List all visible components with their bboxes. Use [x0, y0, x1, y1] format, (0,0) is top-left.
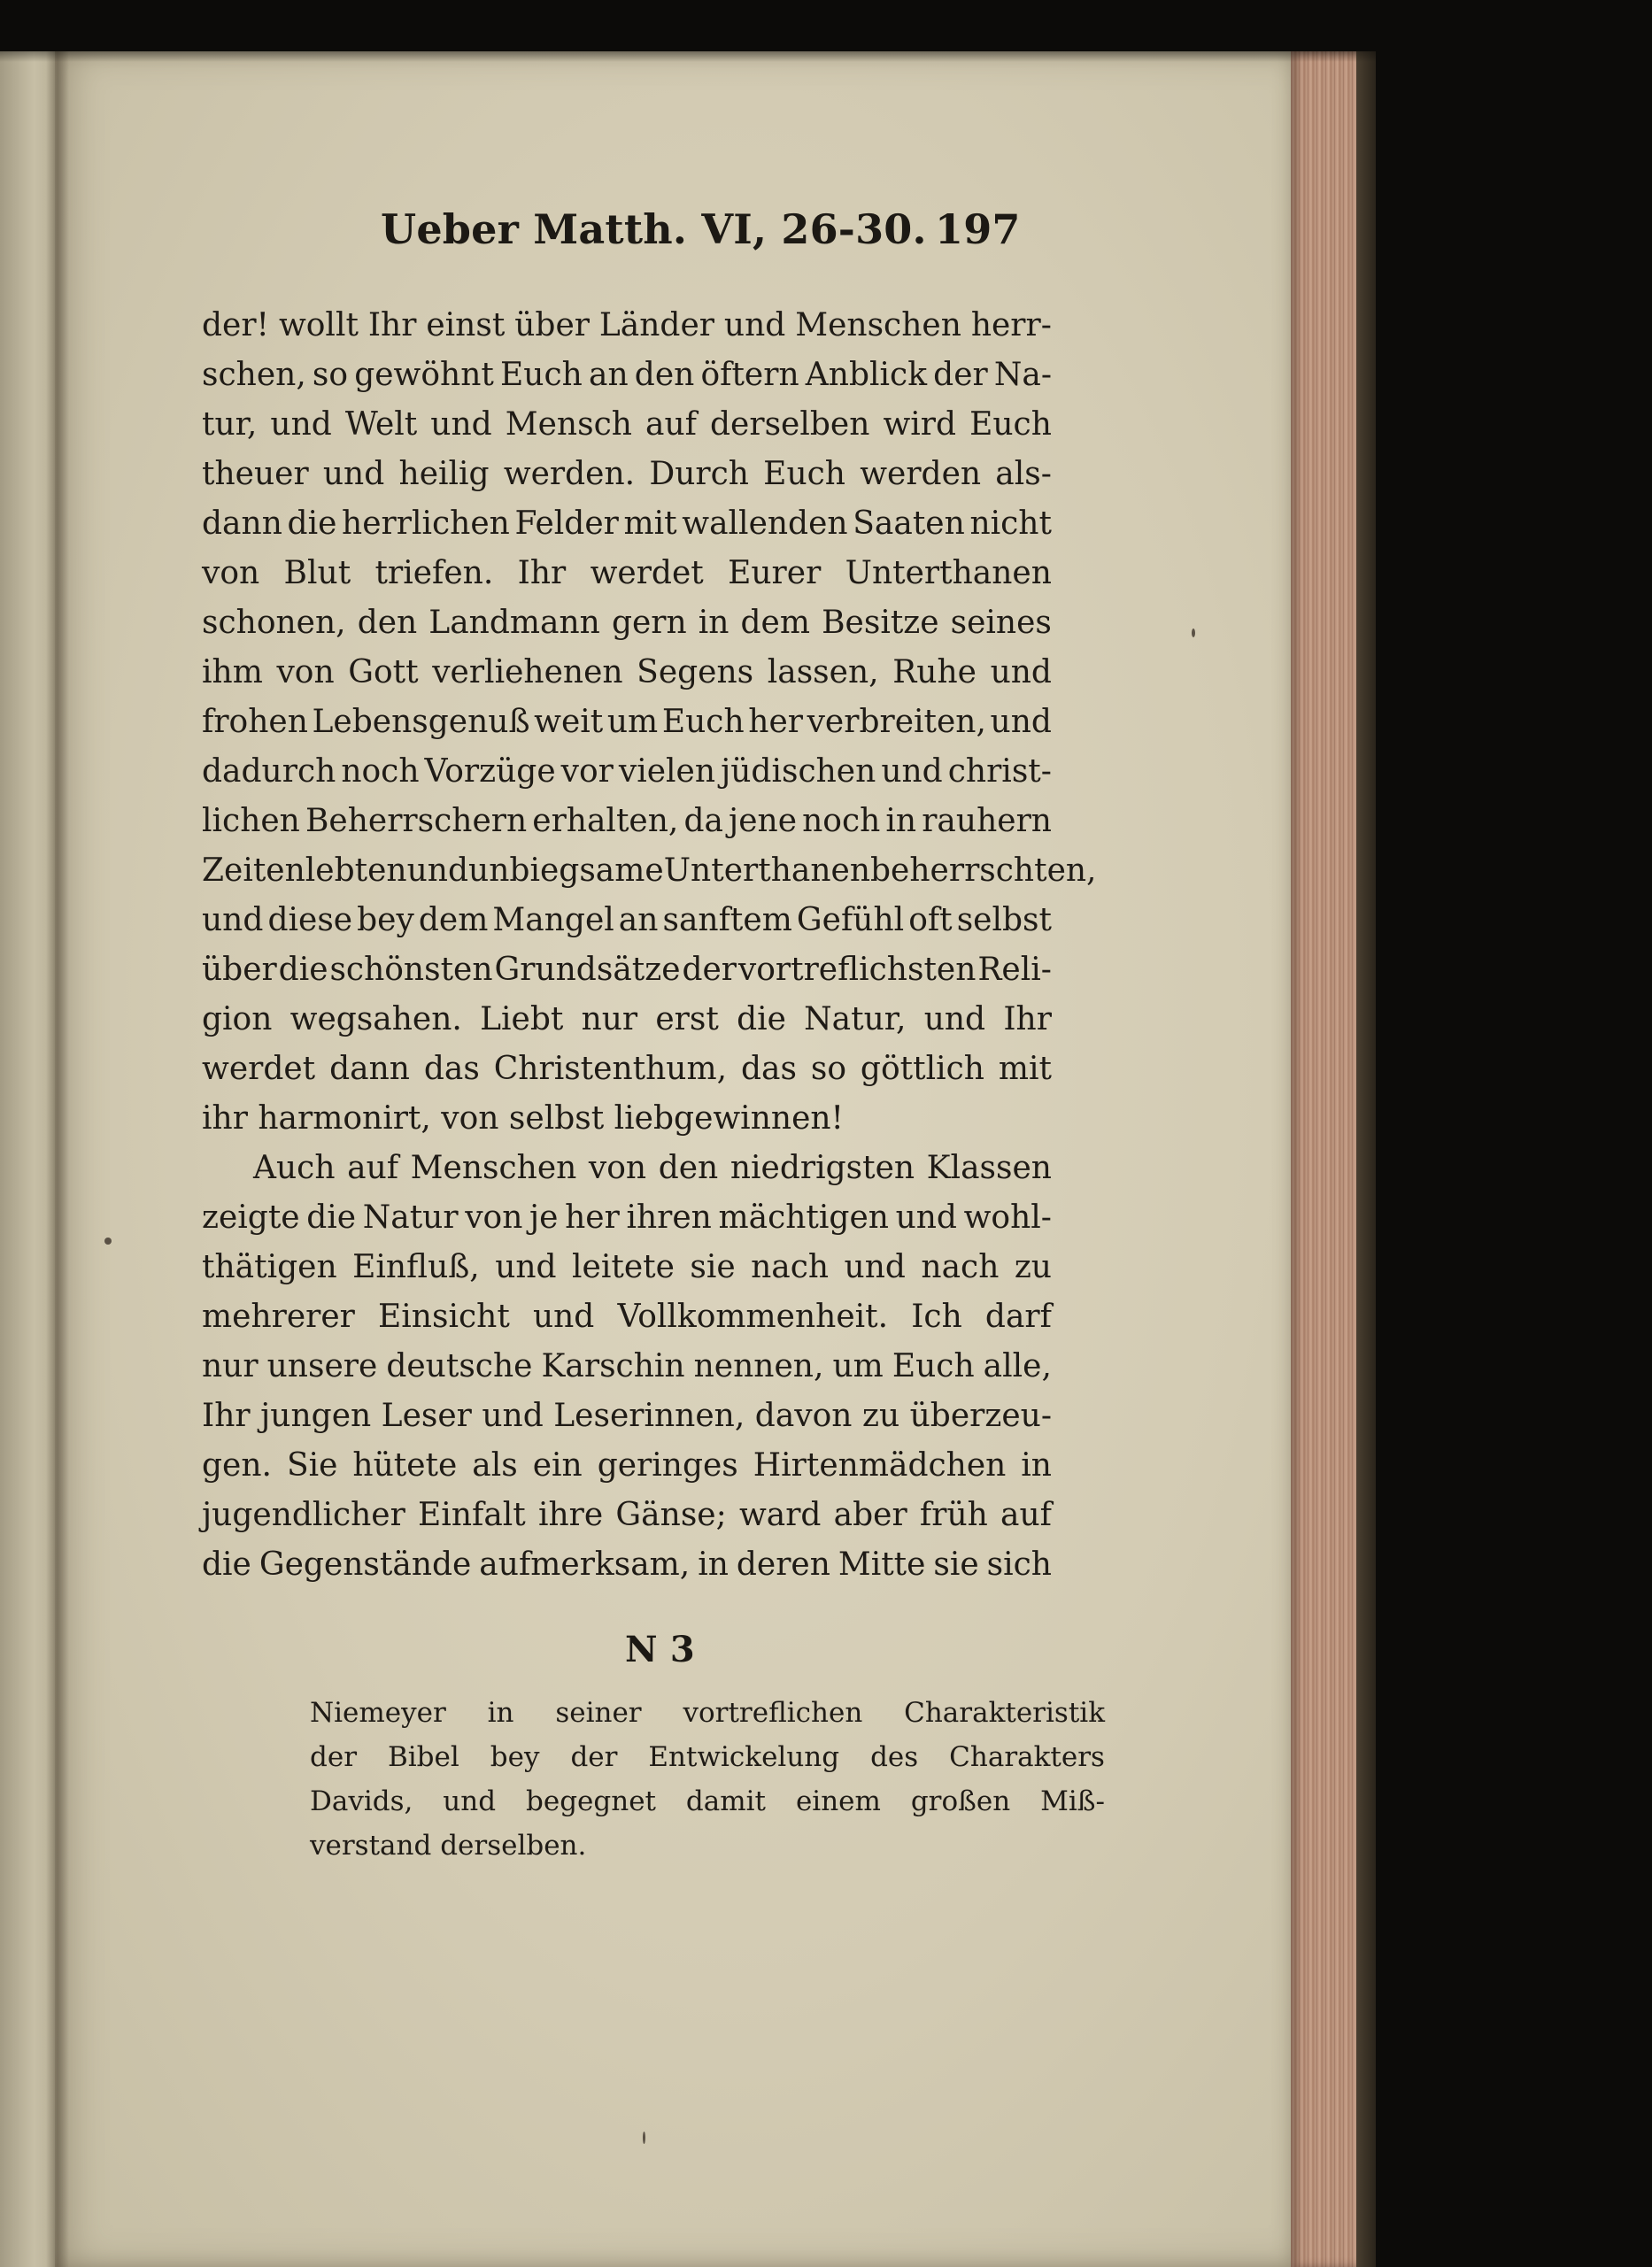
body-text [202, 301, 1097, 1590]
footnote [310, 1691, 1105, 1868]
text-line: tur, und Welt und Mensch auf derselben wird Euch [202, 406, 1052, 443]
text-line: thätigen Einfluß, und leitete sie nach und nach zu [202, 1249, 1052, 1285]
footnote-line: der Bibel bey der Entwickelung des Charakters [310, 1741, 1105, 1773]
gutter-shadow [46, 51, 69, 2267]
text-line: und diese bey dem Mangel an sanftem Gefühl oft selbst [202, 902, 1052, 938]
text-line: jugendlicher Einfalt ihre Gänse; ward aber früh auf [202, 1497, 1052, 1533]
text-line: gen. Sie hütete als ein geringes Hirtenmädchen in [202, 1447, 1052, 1484]
text-line: werdet dann das Christenthum, das so göttlich mit [202, 1051, 1052, 1087]
text-line: die Gegenstände aufmerksam, in deren Mitte sie sich [202, 1546, 1052, 1583]
footnote-line: verstand derselben. [310, 1830, 587, 1862]
footnote-line: Davids, und begegnet damit einem großen Miß- [310, 1785, 1105, 1817]
text-line: der! wollt Ihr einst über Länder und Menschen herr- [202, 307, 1052, 343]
text-line: gion wegsahen. Liebt nur erst die Natur, und Ihr [202, 1001, 1052, 1037]
text-line: Zeiten lebten und unbiegsame Unterthanen beherrschten, [202, 852, 1097, 889]
text-line: lichen Beherrschern erhalten, da jene noch in rauhern [202, 803, 1052, 839]
cover-edge [1356, 51, 1376, 2267]
paper-speck [643, 2132, 645, 2144]
running-head: Ueber Matth. VI, 26-30. [381, 205, 927, 253]
text-line: nur unsere deutsche Karschin nennen, um Euch alle, [202, 1348, 1052, 1384]
paper-speck [1192, 628, 1195, 637]
text-line: von Blut triefen. Ihr werdet Eurer Unterthanen [202, 555, 1052, 591]
text-line: ihm von Gott verliehenen Segens lassen, Ruhe und [202, 654, 1052, 690]
page-number: 197 [935, 205, 1021, 253]
footnote-line: Niemeyer in seiner vortreflichen Charakteristik [310, 1697, 1105, 1729]
text-line: theuer und heilig werden. Durch Euch werden als- [202, 456, 1052, 492]
paragraph-start-line: Auch auf Menschen von den niedrigsten Klassen [253, 1150, 1052, 1186]
text-line: dann die herrlichen Felder mit wallenden Saaten nicht [202, 505, 1052, 542]
text-line: frohen Lebensgenuß weit um Euch her verbreiten, und [202, 704, 1052, 740]
text-line: schonen, den Landmann gern in dem Besitze seines [202, 605, 1052, 641]
text-line: dadurch noch Vorzüge vor vielen jüdischen und christ- [202, 753, 1052, 790]
page-fore-edge [1291, 51, 1360, 2267]
text-line: zeigte die Natur von je her ihren mächtigen und wohl- [202, 1199, 1052, 1236]
text-line: schen, so gewöhnt Euch an den öftern Anblick der Na- [202, 357, 1052, 393]
signature-mark: N 3 [625, 1629, 695, 1670]
text-line: über die schönsten Grundsätze der vortreflichsten Reli- [202, 952, 1052, 988]
paragraph-end-line: ihr harmonirt, von selbst liebgewinnen! [202, 1100, 845, 1137]
text-line: Ihr jungen Leser und Leserinnen, davon zu überzeu- [202, 1398, 1052, 1434]
text-line: mehrerer Einsicht und Vollkommenheit. Ich darf [202, 1299, 1052, 1335]
top-shadow [0, 35, 1381, 62]
paper-speck [104, 1238, 112, 1245]
